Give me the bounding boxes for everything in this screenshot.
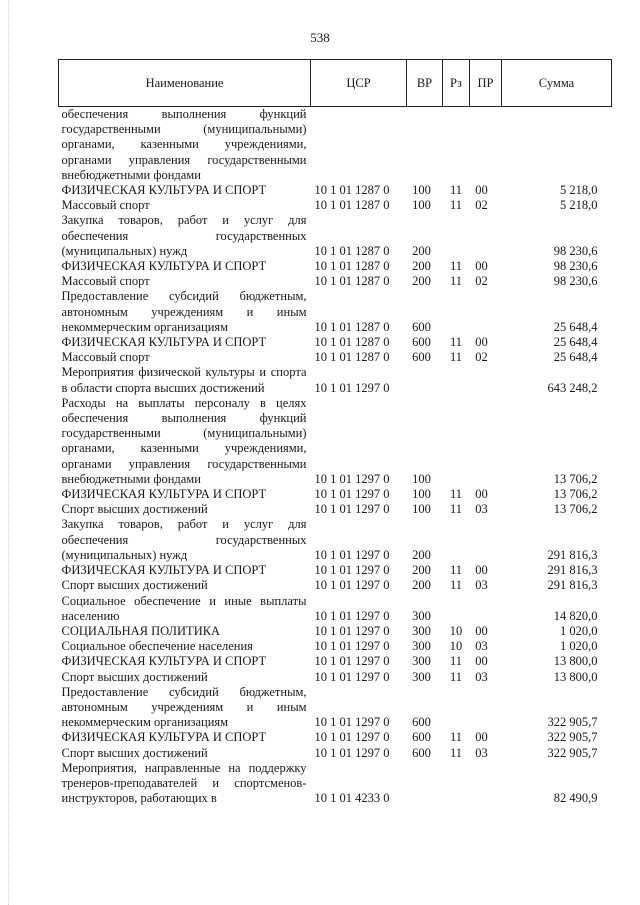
table-row [59, 487, 612, 502]
cell-csr: 10 1 01 1297 0 [314, 608, 390, 623]
table-row [59, 335, 612, 350]
cell-vr: 100 [412, 471, 431, 486]
cell-name: Мероприятия, направленные на поддержку тренеров-преподавателей и спортсменов-инструкторов, работающих в [61, 760, 307, 806]
table-row [59, 396, 612, 487]
cell-rz [443, 685, 470, 731]
header-vr: ВР [407, 60, 443, 107]
header-sum: Сумма [502, 60, 612, 107]
cell-vr: 600 [412, 350, 431, 365]
cell-csr: 10 1 01 1287 0 [314, 319, 390, 334]
cell-vr: 200 [412, 547, 431, 562]
cell-csr: 10 1 01 1297 0 [314, 380, 390, 395]
cell-name: ФИЗИЧЕСКАЯ КУЛЬТУРА И СПОРТ [61, 654, 267, 669]
cell-csr: 10 1 01 1297 0 [314, 730, 390, 745]
cell-pr: 02 [475, 274, 488, 289]
cell-vr: 200 [412, 578, 431, 593]
cell-vr: 100 [412, 502, 431, 517]
table-row [59, 639, 612, 654]
table-row [59, 289, 612, 335]
cell-csr: 10 1 01 1297 0 [314, 547, 390, 562]
cell-csr: 10 1 01 1287 0 [314, 183, 390, 198]
cell-rz: 11 [449, 563, 463, 578]
table-row [59, 350, 612, 365]
cell-sum: 322 905,7 [547, 745, 598, 760]
cell-vr: 200 [412, 563, 431, 578]
cell-sum: 98 230,6 [553, 259, 598, 274]
cell-csr: 10 1 01 1287 0 [314, 259, 390, 274]
budget-table [58, 59, 612, 806]
table-row [59, 746, 612, 761]
cell-pr: 02 [475, 350, 488, 365]
table-row [59, 594, 612, 624]
cell-sum: 13 706,2 [553, 471, 598, 486]
cell-vr: 200 [412, 259, 431, 274]
cell-sum: 13 706,2 [553, 502, 598, 517]
table-row [59, 624, 612, 639]
cell-pr: 00 [475, 563, 488, 578]
cell-vr: 100 [412, 487, 431, 502]
cell-rz [443, 289, 470, 335]
cell-name: Мероприятия физической культуры и спорта в области спорта высших достижений [61, 365, 307, 395]
cell-csr: 10 1 01 1287 0 [314, 350, 390, 365]
cell-name: Социальное обеспечение и иные выплаты населению [61, 593, 307, 623]
cell-sum: 98 230,6 [553, 274, 598, 289]
cell-sum: 13 800,0 [553, 669, 598, 684]
cell-pr [470, 213, 502, 259]
cell-sum: 291 816,3 [547, 547, 598, 562]
cell-name: ФИЗИЧЕСКАЯ КУЛЬТУРА И СПОРТ [61, 563, 267, 578]
cell-pr: 02 [475, 198, 488, 213]
cell-csr: 10 1 01 1287 0 [314, 274, 390, 289]
cell-csr: 10 1 01 1297 0 [314, 563, 390, 578]
cell-csr: 10 1 01 1297 0 [314, 654, 390, 669]
cell-vr [407, 365, 443, 395]
cell-vr: 200 [412, 243, 431, 258]
table-row [59, 730, 612, 745]
table-row [59, 761, 612, 807]
cell-csr: 10 1 01 4233 0 [314, 791, 390, 806]
cell-vr: 600 [412, 730, 431, 745]
cell-vr: 600 [412, 335, 431, 350]
cell-csr: 10 1 01 1287 0 [314, 335, 390, 350]
cell-rz: 11 [449, 350, 463, 365]
cell-sum: 643 248,2 [547, 380, 598, 395]
cell-sum: 5 218,0 [560, 183, 598, 198]
table-row [59, 198, 612, 213]
cell-rz [443, 107, 470, 184]
cell-pr [470, 685, 502, 731]
table-row [59, 365, 612, 395]
cell-name: Закупка товаров, работ и услуг для обеспечения государственных (муниципальных) нужд [61, 517, 307, 562]
cell-sum: 25 648,4 [553, 319, 598, 334]
cell-sum [502, 107, 612, 184]
cell-name: ФИЗИЧЕСКАЯ КУЛЬТУРА И СПОРТ [61, 183, 267, 198]
cell-vr: 300 [412, 639, 431, 654]
cell-pr: 00 [475, 335, 488, 350]
table-header-row [59, 60, 612, 107]
table-row [59, 274, 612, 289]
cell-name: Социальное обеспечение населения [61, 639, 253, 654]
cell-vr [407, 107, 443, 184]
cell-pr [470, 761, 502, 807]
cell-csr: 10 1 01 1297 0 [314, 471, 390, 486]
cell-sum: 291 816,3 [547, 563, 598, 578]
cell-vr: 100 [412, 198, 431, 213]
cell-pr: 03 [475, 639, 488, 654]
cell-sum: 14 820,0 [553, 608, 598, 623]
cell-rz: 11 [449, 669, 463, 684]
cell-sum: 25 648,4 [553, 335, 598, 350]
cell-rz: 11 [449, 198, 463, 213]
cell-csr: 10 1 01 1297 0 [314, 715, 390, 730]
table-row [59, 654, 612, 669]
cell-pr: 00 [475, 730, 488, 745]
cell-pr [470, 517, 502, 563]
cell-csr: 10 1 01 1297 0 [314, 639, 390, 654]
header-pr: ПР [470, 60, 502, 107]
cell-rz [443, 761, 470, 807]
cell-name: Расходы на выплаты персоналу в целях обеспечения выполнения функций государственными (муниципальными) органами, казенными учреждениями, органами управления государственными внебюджетными фондами [61, 395, 307, 486]
cell-name: ФИЗИЧЕСКАЯ КУЛЬТУРА И СПОРТ [61, 259, 267, 274]
cell-sum: 82 490,9 [553, 791, 598, 806]
cell-sum: 13 706,2 [553, 487, 598, 502]
cell-sum: 291 816,3 [547, 578, 598, 593]
table-row [59, 670, 612, 685]
cell-name: Спорт высших достижений [61, 669, 208, 684]
cell-rz [443, 594, 470, 624]
cell-pr [470, 396, 502, 487]
cell-name: ФИЗИЧЕСКАЯ КУЛЬТУРА И СПОРТ [61, 487, 267, 502]
cell-csr: 10 1 01 1287 0 [314, 243, 390, 258]
cell-vr: 100 [412, 183, 431, 198]
cell-sum: 322 905,7 [547, 730, 598, 745]
table-row [59, 578, 612, 593]
cell-sum: 98 230,6 [553, 243, 598, 258]
cell-sum: 13 800,0 [553, 654, 598, 669]
cell-rz: 11 [449, 274, 463, 289]
cell-rz: 11 [449, 183, 463, 198]
cell-sum: 322 905,7 [547, 715, 598, 730]
cell-rz: 11 [449, 730, 463, 745]
cell-csr: 10 1 01 1297 0 [314, 669, 390, 684]
header-name: Наименование [59, 60, 311, 107]
cell-rz [443, 213, 470, 259]
cell-pr [470, 594, 502, 624]
cell-rz: 10 [449, 639, 463, 654]
cell-name: Спорт высших достижений [61, 745, 208, 760]
cell-name: Закупка товаров, работ и услуг для обеспечения государственных (муниципальных) нужд [61, 213, 307, 258]
cell-rz: 11 [449, 487, 463, 502]
table-row [59, 213, 612, 259]
cell-pr [470, 365, 502, 395]
cell-name: СОЦИАЛЬНАЯ ПОЛИТИКА [61, 623, 221, 638]
table-row [59, 685, 612, 731]
cell-pr: 03 [475, 578, 488, 593]
cell-name: Спорт высших достижений [61, 578, 208, 593]
cell-pr: 00 [475, 623, 488, 638]
cell-vr: 300 [412, 669, 431, 684]
cell-rz: 11 [449, 335, 463, 350]
cell-rz: 11 [449, 578, 463, 593]
cell-sum: 25 648,4 [553, 350, 598, 365]
cell-vr: 200 [412, 274, 431, 289]
cell-rz: 11 [449, 502, 463, 517]
cell-sum: 1 020,0 [560, 639, 598, 654]
cell-pr [470, 107, 502, 184]
cell-csr: 10 1 01 1297 0 [314, 487, 390, 502]
cell-name: Массовый спорт [61, 198, 150, 213]
cell-csr: 10 1 01 1297 0 [314, 502, 390, 517]
cell-pr: 03 [475, 502, 488, 517]
cell-csr: 10 1 01 1287 0 [314, 198, 390, 213]
cell-vr: 600 [412, 319, 431, 334]
table-row [59, 183, 612, 198]
cell-name: Массовый спорт [61, 274, 150, 289]
cell-name: Предоставление субсидий бюджетным, автономным учреждениям и иным некоммерческим организациям [61, 289, 307, 334]
header-rz: Рз [443, 60, 470, 107]
cell-vr: 300 [412, 608, 431, 623]
header-csr: ЦСР [311, 60, 407, 107]
cell-name: Массовый спорт [61, 350, 150, 365]
cell-pr: 00 [475, 259, 488, 274]
table-row [59, 563, 612, 578]
cell-rz: 10 [449, 623, 463, 638]
cell-sum: 1 020,0 [560, 623, 598, 638]
cell-pr: 00 [475, 487, 488, 502]
page-number: 538 [310, 30, 330, 45]
cell-pr: 03 [475, 745, 488, 760]
cell-rz [443, 365, 470, 395]
binding-margin-line [8, 0, 10, 905]
cell-rz [443, 396, 470, 487]
table-row [59, 502, 612, 517]
table-row [59, 259, 612, 274]
cell-vr: 600 [412, 715, 431, 730]
cell-rz: 11 [449, 259, 463, 274]
cell-vr: 300 [412, 623, 431, 638]
cell-pr: 00 [475, 183, 488, 198]
cell-csr: 10 1 01 1297 0 [314, 578, 390, 593]
cell-name: ФИЗИЧЕСКАЯ КУЛЬТУРА И СПОРТ [61, 335, 267, 350]
cell-vr [407, 761, 443, 807]
cell-rz: 11 [449, 745, 463, 760]
cell-name: ФИЗИЧЕСКАЯ КУЛЬТУРА И СПОРТ [61, 730, 267, 745]
cell-pr: 00 [475, 654, 488, 669]
cell-csr [311, 107, 407, 184]
cell-vr: 300 [412, 654, 431, 669]
cell-pr: 03 [475, 669, 488, 684]
cell-csr: 10 1 01 1297 0 [314, 745, 390, 760]
cell-vr: 600 [412, 745, 431, 760]
cell-sum: 5 218,0 [560, 198, 598, 213]
cell-csr: 10 1 01 1297 0 [314, 623, 390, 638]
cell-rz: 11 [449, 654, 463, 669]
table-row [59, 107, 612, 184]
table-body [59, 107, 612, 807]
cell-name: обеспечения выполнения функций государственными (муниципальными) органами, казенными учреждениями, органами управления государственными внебюджетными фондами [61, 107, 307, 182]
cell-name: Предоставление субсидий бюджетным, автономным учреждениям и иным некоммерческим организациям [61, 684, 307, 730]
cell-name: Спорт высших достижений [61, 502, 208, 517]
cell-pr [470, 289, 502, 335]
cell-rz [443, 517, 470, 563]
table-row [59, 517, 612, 563]
